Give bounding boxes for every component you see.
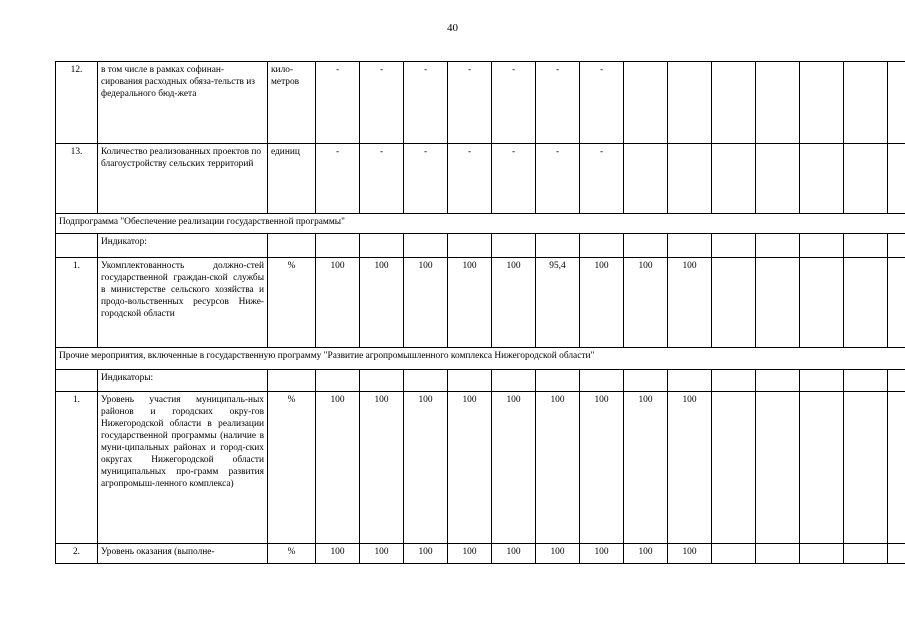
empty-cell [492,370,536,392]
empty-cell [536,370,580,392]
value-cell: - [404,144,448,214]
value-cell: 100 [316,392,360,544]
empty-cell [360,234,404,258]
value-cell [712,62,756,144]
value-cell [844,258,888,348]
value-cell [800,544,844,564]
value-cell [844,392,888,544]
value-cell: 100 [448,544,492,564]
empty-cell [268,370,316,392]
value-cell: 100 [492,392,536,544]
value-cell [668,144,712,214]
empty-cell [268,234,316,258]
empty-cell [360,370,404,392]
value-cell [844,544,888,564]
row-number: 2. [56,544,98,564]
value-cell: 100 [536,544,580,564]
value-cell: 100 [316,258,360,348]
empty-cell [668,370,712,392]
unit-cell: кило-метров [268,62,316,144]
value-cell: 100 [404,544,448,564]
empty-cell [56,370,98,392]
indicator-label-row [56,234,905,258]
value-cell: - [536,62,580,144]
value-cell [624,144,668,214]
empty-cell [668,234,712,258]
value-cell: 100 [668,544,712,564]
table-row [56,258,905,348]
value-cell [800,144,844,214]
empty-cell [756,370,800,392]
value-cell: 100 [580,544,624,564]
value-cell: 95,4 [536,258,580,348]
value-cell: - [360,62,404,144]
row-number: 1. [56,258,98,348]
empty-cell [536,234,580,258]
value-cell [712,392,756,544]
value-cell: 100 [360,392,404,544]
value-cell [712,258,756,348]
value-cell: 100 [448,392,492,544]
empty-cell [56,234,98,258]
empty-cell [800,234,844,258]
value-cell [668,62,712,144]
value-cell [756,62,800,144]
value-cell: 100 [536,392,580,544]
value-cell: 100 [624,392,668,544]
indicator-label-row [56,370,905,392]
value-cell: 100 [624,544,668,564]
value-cell [756,258,800,348]
row-number: 1. [56,392,98,544]
empty-cell [448,234,492,258]
indicator-label: Индикатор: [98,234,268,258]
table-row [56,62,905,144]
empty-cell [756,234,800,258]
empty-cell [844,234,888,258]
indicator-name: Укомплектованность должно-стей государственной граждан-ской службы в министерстве сельского хозяйства и продо-вольственных ресурсов Ниже-городской области [98,258,268,348]
value-cell: - [580,62,624,144]
indicator-name: Уровень участия муниципаль-ных районов и городских окру-гов Нижегородской области в реализации государственной программы (наличие в муни-ципальных районах и город-ских округах Нижегородской области муниципальных про-грамм развития агропромыш-ленного комплекса) [98,392,268,544]
unit-cell: % [268,392,316,544]
row-number: 13. [56,144,98,214]
value-cell: - [448,144,492,214]
value-cell [756,544,800,564]
empty-cell [888,370,905,392]
section-header-row [56,348,905,370]
empty-cell [888,234,905,258]
value-cell [756,144,800,214]
value-cell [712,144,756,214]
table-row [56,144,905,214]
value-cell [800,258,844,348]
empty-cell [316,234,360,258]
value-cell: 100 [580,258,624,348]
empty-cell [800,370,844,392]
section-header-row [56,214,905,234]
value-cell: 100 [668,392,712,544]
value-cell [888,144,905,214]
unit-cell: единиц [268,144,316,214]
indicator-name: Уровень оказания (выполне- [98,544,268,564]
value-cell: - [448,62,492,144]
value-cell: - [316,144,360,214]
value-cell: - [580,144,624,214]
empty-cell [844,370,888,392]
empty-cell [404,234,448,258]
value-cell: - [404,62,448,144]
table-row [56,544,905,564]
value-cell: - [492,62,536,144]
value-cell: 100 [360,544,404,564]
value-cell [888,544,905,564]
value-cell [800,62,844,144]
value-cell: 100 [668,258,712,348]
value-cell [888,258,905,348]
value-cell [712,544,756,564]
empty-cell [580,234,624,258]
value-cell: 100 [580,392,624,544]
page-number: 40 [447,22,458,34]
value-cell [844,62,888,144]
indicators-table [55,61,905,564]
empty-cell [624,234,668,258]
unit-cell: % [268,544,316,564]
value-cell: - [316,62,360,144]
value-cell: - [536,144,580,214]
empty-cell [404,370,448,392]
table-row [56,392,905,544]
indicator-name: Количество реализованных проектов по благоустройству сельских территорий [98,144,268,214]
indicator-name: в том числе в рамках софинан-сирования расходных обяза-тельств из федерального бюд-жета [98,62,268,144]
value-cell: 100 [492,544,536,564]
value-cell [800,392,844,544]
empty-cell [624,370,668,392]
empty-cell [492,234,536,258]
empty-cell [448,370,492,392]
value-cell: 100 [404,392,448,544]
section-title: Прочие мероприятия, включенные в государственную программу "Развитие агропромышленного комплекса Нижегородской области" [56,348,905,370]
value-cell: 100 [492,258,536,348]
value-cell [756,392,800,544]
value-cell [624,62,668,144]
value-cell: 100 [404,258,448,348]
section-title: Подпрограмма "Обеспечение реализации государственной программы" [56,214,905,234]
empty-cell [316,370,360,392]
empty-cell [580,370,624,392]
indicator-label: Индикаторы: [98,370,268,392]
value-cell: 100 [316,544,360,564]
value-cell [888,62,905,144]
value-cell: 100 [624,258,668,348]
empty-cell [712,370,756,392]
value-cell: - [360,144,404,214]
value-cell: 100 [360,258,404,348]
value-cell [844,144,888,214]
value-cell: - [492,144,536,214]
empty-cell [712,234,756,258]
unit-cell: % [268,258,316,348]
value-cell: 100 [448,258,492,348]
row-number: 12. [56,62,98,144]
value-cell [888,392,905,544]
